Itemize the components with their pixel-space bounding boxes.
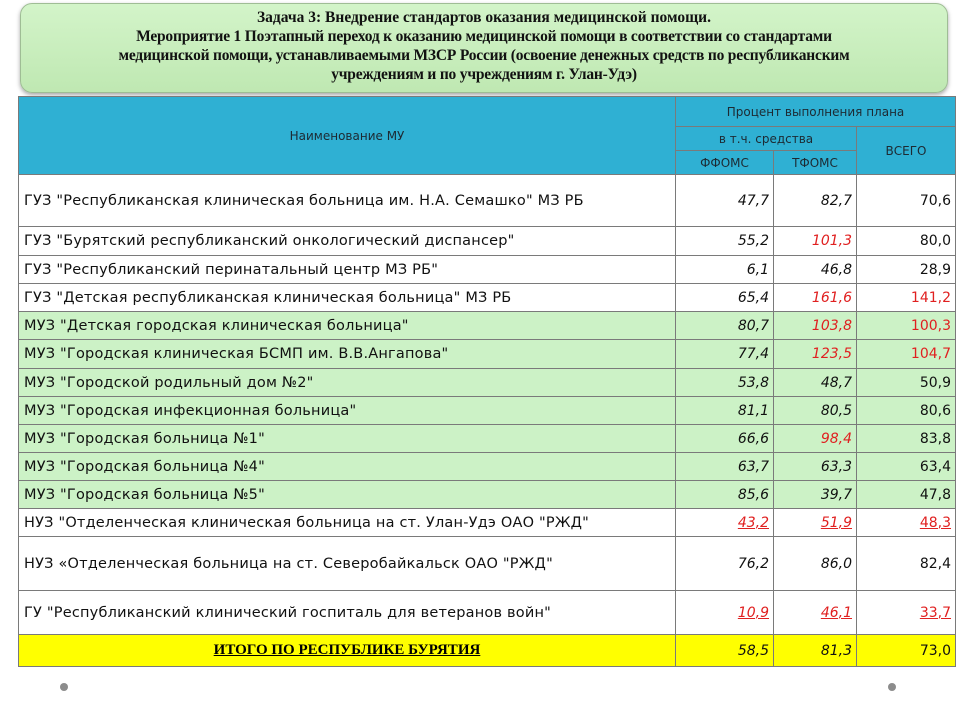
institution-name: МУЗ "Городская больница №1" <box>19 425 676 453</box>
institution-name: МУЗ "Городская клиническая БСМП им. В.В.Ангапова" <box>19 340 676 369</box>
value-total: 70,6 <box>857 175 956 227</box>
value-tfoms: 123,5 <box>774 340 857 369</box>
institution-name: МУЗ "Городская инфекционная больница" <box>19 397 676 425</box>
col-header-ffoms: ФФОМС <box>676 151 774 175</box>
value-ffoms: 53,8 <box>676 369 774 397</box>
value-ffoms: 10,9 <box>676 591 774 635</box>
value-total: 83,8 <box>857 425 956 453</box>
value-tfoms: 98,4 <box>774 425 857 453</box>
value-tfoms: 80,5 <box>774 397 857 425</box>
value-tfoms: 48,7 <box>774 369 857 397</box>
table-row <box>19 453 956 481</box>
value-total: 33,7 <box>857 591 956 635</box>
value-total: 47,8 <box>857 481 956 509</box>
value-tfoms: 39,7 <box>774 481 857 509</box>
value-ffoms: 85,6 <box>676 481 774 509</box>
slide-decoration-dot-left <box>60 683 68 691</box>
col-header-name: Наименование МУ <box>19 97 676 175</box>
table-row <box>19 537 956 591</box>
col-header-percent: Процент выполнения плана <box>676 97 956 127</box>
institution-name: НУЗ "Отделенческая клиническая больница на ст. Улан-Удэ ОАО "РЖД" <box>19 509 676 537</box>
institution-name: ГУЗ "Бурятский республиканский онкологический диспансер" <box>19 227 676 256</box>
slide-title-line-1: Задача 3: Внедрение стандартов оказания медицинской помощи. <box>257 9 711 26</box>
value-ffoms: 43,2 <box>676 509 774 537</box>
value-ffoms: 63,7 <box>676 453 774 481</box>
value-ffoms: 80,7 <box>676 312 774 340</box>
value-ffoms: 55,2 <box>676 227 774 256</box>
table-row <box>19 227 956 256</box>
value-ffoms: 66,6 <box>676 425 774 453</box>
col-header-tfoms: ТФОМС <box>774 151 857 175</box>
value-total: 80,0 <box>857 227 956 256</box>
total-label: ИТОГО ПО РЕСПУБЛИКЕ БУРЯТИЯ <box>19 635 676 667</box>
value-ffoms: 76,2 <box>676 537 774 591</box>
slide-title-box <box>20 3 948 93</box>
value-total: 104,7 <box>857 340 956 369</box>
value-tfoms: 161,6 <box>774 284 857 312</box>
value-tfoms: 101,3 <box>774 227 857 256</box>
total-value-total: 73,0 <box>857 635 956 667</box>
table-row <box>19 256 956 284</box>
institution-name: НУЗ «Отделенческая больница на ст. Северобайкальск ОАО "РЖД" <box>19 537 676 591</box>
value-total: 63,4 <box>857 453 956 481</box>
value-total: 141,2 <box>857 284 956 312</box>
col-header-total: ВСЕГО <box>857 127 956 175</box>
value-total: 100,3 <box>857 312 956 340</box>
plan-execution-table <box>18 96 956 667</box>
slide-decoration-dot-right <box>888 683 896 691</box>
total-row <box>19 635 956 667</box>
value-total: 80,6 <box>857 397 956 425</box>
slide-title-line-4: учреждениям и по учреждениям г. Улан-Удэ) <box>331 66 637 83</box>
institution-name: МУЗ "Городская больница №5" <box>19 481 676 509</box>
institution-name: ГУ "Республиканский клинический госпиталь для ветеранов войн" <box>19 591 676 635</box>
table-row <box>19 425 956 453</box>
value-total: 48,3 <box>857 509 956 537</box>
total-value-tfoms: 81,3 <box>774 635 857 667</box>
table-row <box>19 397 956 425</box>
table-row <box>19 340 956 369</box>
value-ffoms: 6,1 <box>676 256 774 284</box>
table-row <box>19 509 956 537</box>
col-header-incl: в т.ч. средства <box>676 127 857 151</box>
value-ffoms: 47,7 <box>676 175 774 227</box>
value-tfoms: 46,1 <box>774 591 857 635</box>
table-row <box>19 481 956 509</box>
table-row <box>19 369 956 397</box>
value-tfoms: 86,0 <box>774 537 857 591</box>
value-ffoms: 65,4 <box>676 284 774 312</box>
value-tfoms: 51,9 <box>774 509 857 537</box>
value-tfoms: 103,8 <box>774 312 857 340</box>
value-ffoms: 81,1 <box>676 397 774 425</box>
value-total: 82,4 <box>857 537 956 591</box>
slide-title-line-3: медицинской помощи, устанавливаемыми МЗСР России (освоение денежных средств по республиканским <box>118 47 850 64</box>
table-row <box>19 284 956 312</box>
institution-name: МУЗ "Детская городская клиническая больница" <box>19 312 676 340</box>
value-total: 50,9 <box>857 369 956 397</box>
institution-name: ГУЗ "Республиканский перинатальный центр МЗ РБ" <box>19 256 676 284</box>
slide-title-line-2: Мероприятие 1 Поэтапный переход к оказанию медицинской помощи в соответствии со стандартами <box>136 28 832 45</box>
institution-name: МУЗ "Городская больница №4" <box>19 453 676 481</box>
institution-name: ГУЗ "Детская республиканская клиническая больница" МЗ РБ <box>19 284 676 312</box>
value-ffoms: 77,4 <box>676 340 774 369</box>
value-tfoms: 63,3 <box>774 453 857 481</box>
table-row <box>19 312 956 340</box>
institution-name: МУЗ "Городской родильный дом №2" <box>19 369 676 397</box>
institution-name: ГУЗ "Республиканская клиническая больница им. Н.А. Семашко" МЗ РБ <box>19 175 676 227</box>
value-tfoms: 46,8 <box>774 256 857 284</box>
total-value-ffoms: 58,5 <box>676 635 774 667</box>
value-total: 28,9 <box>857 256 956 284</box>
table-row <box>19 591 956 635</box>
table-row <box>19 175 956 227</box>
value-tfoms: 82,7 <box>774 175 857 227</box>
